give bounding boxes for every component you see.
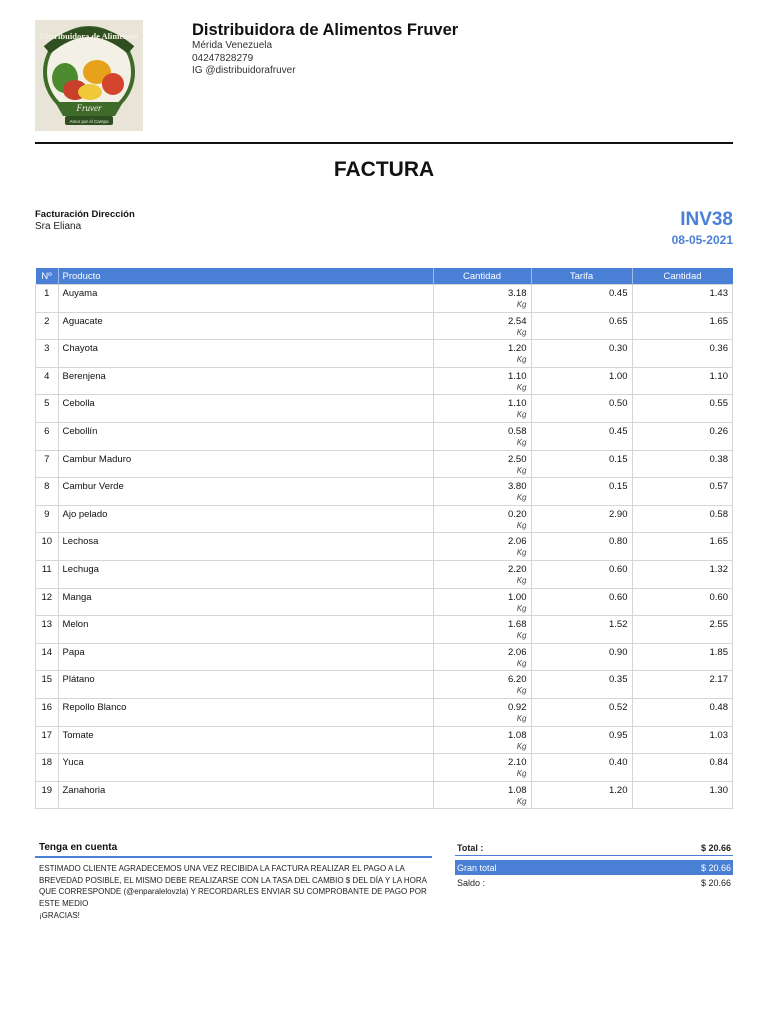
row-quantity: [433, 505, 531, 533]
billing-label: Facturación Dirección: [35, 209, 135, 220]
row-quantity-value: 2.06: [508, 536, 527, 548]
row-num: 19: [36, 781, 59, 809]
row-amount: 0.57: [632, 478, 733, 506]
row-rate: 0.15: [531, 478, 632, 506]
row-rate: 0.45: [531, 285, 632, 313]
table-row: [36, 588, 733, 616]
row-num: 8: [36, 478, 59, 506]
row-rate: 0.40: [531, 754, 632, 782]
company-instagram: IG @distribuidorafruver: [192, 65, 296, 76]
company-logo: [35, 20, 143, 131]
table-row: [36, 754, 733, 782]
row-unit: Kg: [516, 603, 527, 613]
row-amount: 0.36: [632, 340, 733, 368]
balance-row: [455, 875, 733, 890]
row-amount: 1.30: [632, 781, 733, 809]
row-num: 9: [36, 505, 59, 533]
row-num: 15: [36, 671, 59, 699]
row-unit: Kg: [516, 713, 527, 723]
row-rate: 1.20: [531, 781, 632, 809]
row-quantity-value: 2.10: [508, 757, 527, 769]
table-row: [36, 505, 733, 533]
row-unit: Kg: [516, 355, 527, 365]
header-num: Nº: [36, 268, 59, 285]
row-num: 4: [36, 367, 59, 395]
row-amount: 2.55: [632, 616, 733, 644]
row-quantity-value: 2.54: [508, 315, 527, 327]
total-label: Total :: [457, 842, 484, 853]
row-product: Aguacate: [58, 312, 433, 340]
notes-section: [35, 840, 432, 920]
document-title: FACTURA: [333, 158, 435, 181]
row-rate: 0.15: [531, 450, 632, 478]
row-unit: Kg: [516, 769, 527, 779]
billing-address: [35, 209, 135, 232]
row-num: 1: [36, 285, 59, 313]
invoice-date: 08-05-2021: [671, 233, 733, 247]
logo-tagline-text: Amor por el Campo: [69, 119, 109, 124]
row-quantity-value: 2.06: [508, 646, 527, 658]
logo-graphic: [35, 20, 143, 131]
invoice-number: INV38: [680, 209, 733, 230]
row-num: 7: [36, 450, 59, 478]
row-quantity: [433, 643, 531, 671]
table-header-row: [36, 268, 733, 285]
table-row: [36, 450, 733, 478]
row-amount: 0.48: [632, 698, 733, 726]
row-quantity: [433, 754, 531, 782]
row-quantity: [433, 285, 531, 313]
row-quantity: [433, 312, 531, 340]
row-amount: 1.65: [632, 533, 733, 561]
table-row: [36, 533, 733, 561]
row-product: Plátano: [58, 671, 433, 699]
header-rate: Tarifa: [531, 268, 632, 285]
row-rate: 0.90: [531, 643, 632, 671]
row-num: 2: [36, 312, 59, 340]
row-num: 3: [36, 340, 59, 368]
row-unit: Kg: [516, 493, 527, 503]
row-product: Yuca: [58, 754, 433, 782]
row-rate: 2.90: [531, 505, 632, 533]
row-num: 10: [36, 533, 59, 561]
row-unit: Kg: [516, 575, 527, 585]
row-quantity: [433, 422, 531, 450]
table-row: [36, 340, 733, 368]
row-quantity-value: 0.58: [508, 425, 527, 437]
company-info: [192, 20, 458, 78]
row-rate: 0.45: [531, 422, 632, 450]
row-product: Manga: [58, 588, 433, 616]
row-num: 11: [36, 560, 59, 588]
table-row: [36, 671, 733, 699]
row-quantity: [433, 781, 531, 809]
total-row: [455, 840, 733, 856]
header-divider: [35, 142, 733, 144]
header-quantity: Cantidad: [433, 268, 531, 285]
row-rate: 0.35: [531, 671, 632, 699]
row-amount: 1.10: [632, 367, 733, 395]
row-unit: Kg: [516, 658, 527, 668]
row-unit: Kg: [516, 741, 527, 751]
row-quantity-value: 1.08: [508, 784, 527, 796]
notes-thanks: ¡GRACIAS!: [39, 911, 80, 921]
row-amount: 0.38: [632, 450, 733, 478]
row-num: 12: [36, 588, 59, 616]
row-amount: 1.32: [632, 560, 733, 588]
row-rate: 0.65: [531, 312, 632, 340]
row-rate: 1.52: [531, 616, 632, 644]
row-amount: 1.43: [632, 285, 733, 313]
row-quantity: [433, 340, 531, 368]
row-product: Cebolla: [58, 395, 433, 423]
row-rate: 0.95: [531, 726, 632, 754]
row-product: Berenjena: [58, 367, 433, 395]
row-quantity-value: 3.80: [508, 481, 527, 493]
row-num: 17: [36, 726, 59, 754]
row-quantity: [433, 450, 531, 478]
row-product: Cebollín: [58, 422, 433, 450]
row-amount: 2.17: [632, 671, 733, 699]
row-quantity-value: 3.18: [508, 288, 527, 299]
row-product: Repollo Blanco: [58, 698, 433, 726]
grand-total-label: Gran total: [457, 862, 497, 873]
row-amount: 1.85: [632, 643, 733, 671]
company-name: Distribuidora de Alimentos Fruver: [192, 21, 459, 39]
table-row: [36, 698, 733, 726]
row-rate: 0.80: [531, 533, 632, 561]
grand-total-row: [455, 860, 733, 875]
company-phone: 04247828279: [192, 52, 254, 64]
row-num: 13: [36, 616, 59, 644]
row-quantity-value: 1.00: [508, 591, 527, 603]
row-unit: Kg: [516, 631, 527, 641]
row-quantity-value: 6.20: [508, 674, 527, 686]
row-quantity: [433, 395, 531, 423]
billing-name: Sra Eliana: [35, 221, 82, 232]
table-row: [36, 560, 733, 588]
row-num: 14: [36, 643, 59, 671]
company-location: Mérida Venezuela: [192, 40, 273, 51]
row-quantity-value: 1.10: [508, 370, 527, 382]
row-amount: 1.03: [632, 726, 733, 754]
logo-brand-text: Fruver: [76, 103, 102, 113]
row-unit: Kg: [516, 300, 527, 309]
row-unit: Kg: [516, 410, 527, 420]
logo-arc-text: Distribuidora de Alimentos: [39, 31, 139, 41]
row-product: Lechosa: [58, 533, 433, 561]
row-quantity: [433, 671, 531, 699]
row-quantity: [433, 533, 531, 561]
total-value: $ 20.66: [700, 842, 731, 853]
row-product: Chayota: [58, 340, 433, 368]
row-quantity-value: 1.20: [508, 343, 527, 355]
row-unit: Kg: [516, 548, 527, 558]
row-product: Ajo pelado: [58, 505, 433, 533]
row-amount: 0.26: [632, 422, 733, 450]
row-rate: 0.30: [531, 340, 632, 368]
row-product: Lechuga: [58, 560, 433, 588]
notes-title: Tenga en cuenta: [35, 840, 432, 858]
totals-section: [455, 840, 733, 890]
row-quantity: [433, 588, 531, 616]
row-rate: 0.60: [531, 588, 632, 616]
row-num: 18: [36, 754, 59, 782]
row-rate: 0.50: [531, 395, 632, 423]
row-quantity: [433, 478, 531, 506]
row-quantity: [433, 726, 531, 754]
row-unit: Kg: [516, 520, 527, 530]
row-product: Melon: [58, 616, 433, 644]
row-quantity: [433, 698, 531, 726]
row-amount: 0.60: [632, 588, 733, 616]
table-row: [36, 726, 733, 754]
grand-total-value: $ 20.66: [700, 862, 731, 873]
row-unit: Kg: [516, 465, 527, 475]
row-rate: 1.00: [531, 367, 632, 395]
items-table: [35, 268, 733, 809]
row-amount: 0.84: [632, 754, 733, 782]
row-quantity-value: 1.08: [508, 729, 527, 741]
row-unit: Kg: [516, 327, 527, 337]
row-quantity-value: 0.20: [508, 508, 527, 520]
row-amount: 0.55: [632, 395, 733, 423]
row-quantity-value: 1.68: [508, 619, 527, 631]
invoice-meta: [672, 208, 733, 248]
row-quantity: [433, 616, 531, 644]
row-product: Cambur Maduro: [58, 450, 433, 478]
row-quantity-value: 2.50: [508, 453, 527, 465]
row-num: 16: [36, 698, 59, 726]
table-row: [36, 422, 733, 450]
balance-value: $ 20.66: [700, 877, 731, 888]
table-row: [36, 312, 733, 340]
row-quantity-value: 0.92: [508, 701, 527, 713]
row-num: 6: [36, 422, 59, 450]
row-amount: 0.58: [632, 505, 733, 533]
row-rate: 0.60: [531, 560, 632, 588]
row-unit: Kg: [516, 382, 527, 392]
row-quantity-value: 2.20: [508, 563, 527, 575]
row-quantity-value: 1.10: [508, 398, 527, 410]
row-product: Tomate: [58, 726, 433, 754]
table-row: [36, 367, 733, 395]
row-unit: Kg: [516, 796, 527, 806]
row-product: Papa: [58, 643, 433, 671]
table-row: [36, 616, 733, 644]
table-row: [36, 285, 733, 313]
table-row: [36, 478, 733, 506]
row-product: Cambur Verde: [58, 478, 433, 506]
header-amount: Cantidad: [632, 268, 733, 285]
row-quantity: [433, 367, 531, 395]
row-product: Auyama: [58, 285, 433, 313]
row-product: Zanahoria: [58, 781, 433, 809]
balance-label: Saldo :: [457, 877, 486, 888]
notes-body: ESTIMADO CLIENTE AGRADECEMOS UNA VEZ RECIBIDA LA FACTURA REALIZAR EL PAGO A LA BREVEDAD POSIBLE, EL MISMO DEBE REALIZARSE CON LA TASA DEL CAMBIO $ DEL DÍA Y LA HORA QUE CORRESPONDE (@enparalelovzla) Y RECORDARLES ENVIAR SU COMPROBANTE DE PAGO POR ESTE MEDIO: [39, 864, 427, 908]
table-row: [36, 781, 733, 809]
row-rate: 0.52: [531, 698, 632, 726]
table-row: [36, 395, 733, 423]
header-product: Producto: [58, 268, 433, 285]
row-unit: Kg: [516, 437, 527, 447]
table-body: [36, 285, 733, 809]
row-unit: Kg: [516, 686, 527, 696]
row-quantity: [433, 560, 531, 588]
invoice-header: [35, 20, 735, 132]
table-row: [36, 643, 733, 671]
row-amount: 1.65: [632, 312, 733, 340]
row-num: 5: [36, 395, 59, 423]
